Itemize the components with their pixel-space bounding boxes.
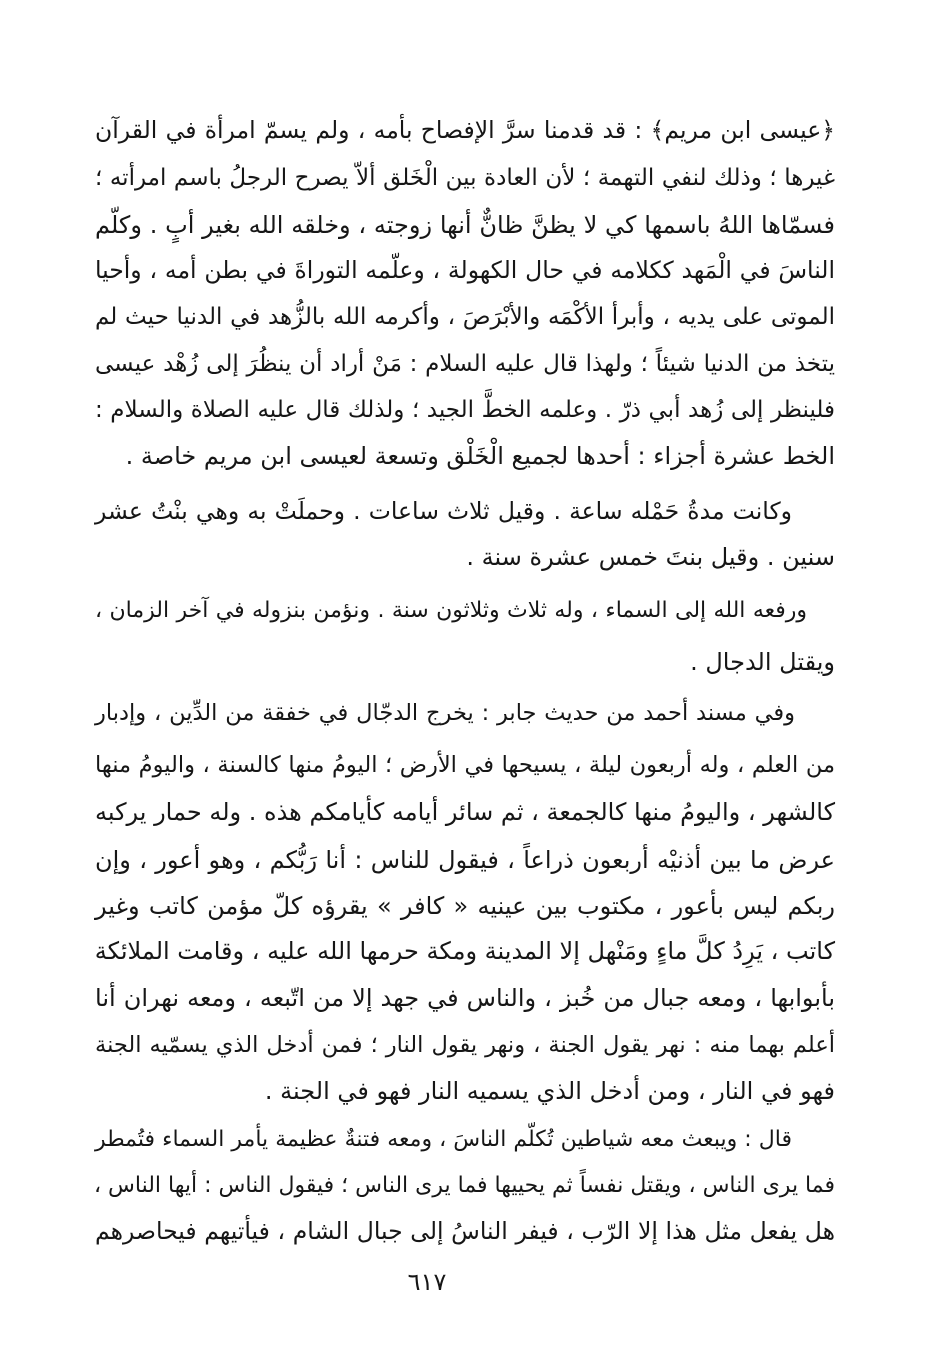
page-number: ٦١٧ bbox=[407, 1268, 447, 1296]
text-line: من العلم ، وله أربعون ليلة ، يسيحها في الأرض ؛ اليومُ منها كالسنة ، واليومُ منها bbox=[95, 752, 835, 778]
text-line: قال : ويبعث معه شياطين تُكلّم الناسَ ، ومعه فتنةٌ عظيمة يأمر السماء فتُمطر bbox=[95, 1127, 792, 1152]
text-line: فلينظر إلى زُهد أبي ذرّ . وعلمه الخطَّ الجيد ؛ ولذلك قال عليه الصلاة والسلام : bbox=[95, 397, 835, 423]
text-line: فما يرى الناس ، ويقتل نفساً ثم يحييها فما يرى الناس ؛ فيقول الناس : أيها الناس ، bbox=[93, 1173, 835, 1198]
text-line: بأبوابها ، ومعه جبال من خُبز ، والناس في جهد إلا من اتّبعه ، ومعه نهران أنا bbox=[95, 984, 835, 1012]
text-line: الناسَ في الْمَهد ككلامه في حال الكهولة ، وعلّمه التوراةَ في بطن أمه ، وأحيا bbox=[95, 256, 835, 284]
text-line: وفي مسند أحمد من حديث جابر : يخرج الدجّال في خفقة من الدِّين ، وإدبار bbox=[95, 700, 795, 726]
text-line: كالشهر ، واليومُ منها كالجمعة ، ثم سائر أيامه كأيامكم هذه . وله حمار يركبه bbox=[95, 798, 835, 826]
text-line: يتخذ من الدنيا شيئاً ؛ ولهذا قال عليه السلام : مَنْ أراد أن ينظُرَ إلى زُهْد عيسى bbox=[95, 351, 835, 377]
text-line: أعلم بهما منه : نهر يقول الجنة ، ونهر يقول النار ؛ فمن أدخل الذي يسمّيه الجنة bbox=[95, 1032, 835, 1058]
text-line: غيرها ؛ وذلك لنفي التهمة ؛ لأن العادة بين الْخَلق ألاّ يصرح الرجلُ باسم امرأته ؛ bbox=[95, 165, 835, 191]
text-line: ورفعه الله إلى السماء ، وله ثلاث وثلاثون سنة . ونؤمن بنزوله في آخر الزمان ، bbox=[95, 598, 807, 623]
text-line: فسمّاها اللهُ باسمها كي لا يظنَّ ظانٌّ أنها زوجته ، وخلقه الله بغير أبٍ . وكلّم bbox=[95, 211, 835, 239]
text-line: ﴿عيسى ابن مريم﴾ : قد قدمنا سرَّ الإفصاح بأمه ، ولم يسمّ امرأة في القرآن bbox=[95, 116, 835, 144]
text-line: الخط عشرة أجزاء : أحدها لجميع الْخَلْق وتسعة لعيسى ابن مريم خاصة . bbox=[125, 442, 835, 470]
text-line: فهو في النار ، ومن أدخل الذي يسميه النار فهو في الجنة . bbox=[264, 1077, 835, 1105]
text-line: هل يفعل مثل هذا إلا الرّب ، فيفر الناسُ إلى جبال الشام ، فيأتيهم فيحاصرهم bbox=[95, 1217, 835, 1245]
text-line: وكانت مدةُ حَمْله ساعة . وقيل ثلاث ساعات . وحملَتْ به وهي بنْتُ عشر bbox=[95, 497, 792, 525]
text-line: سنين . وقيل بنتَ خمس عشرة سنة . bbox=[466, 543, 835, 571]
text-line: عرض ما بين أذنيْه أربعون ذراعاً ، فيقول للناس : أنا رَبُّكم ، وهو أعور ، وإن bbox=[95, 846, 835, 874]
text-line: ربكم ليس بأعور ، مكتوب بين عينيه « كافر » يقرؤه كلّ مؤمن كاتب وغير bbox=[95, 892, 835, 920]
text-line: كاتب ، يَرِدُ كلَّ ماءٍ ومَنْهل إلا المدينة ومكة حرمها الله عليه ، وقامت الملائكة bbox=[94, 937, 835, 965]
text-line: ويقتل الدجال . bbox=[690, 648, 835, 676]
text-line: الموتى على يديه ، وأبرأ الأكْمَه والأبْرَصَ ، وأكرمه الله بالزُّهد في الدنيا حيث لم bbox=[95, 304, 835, 330]
